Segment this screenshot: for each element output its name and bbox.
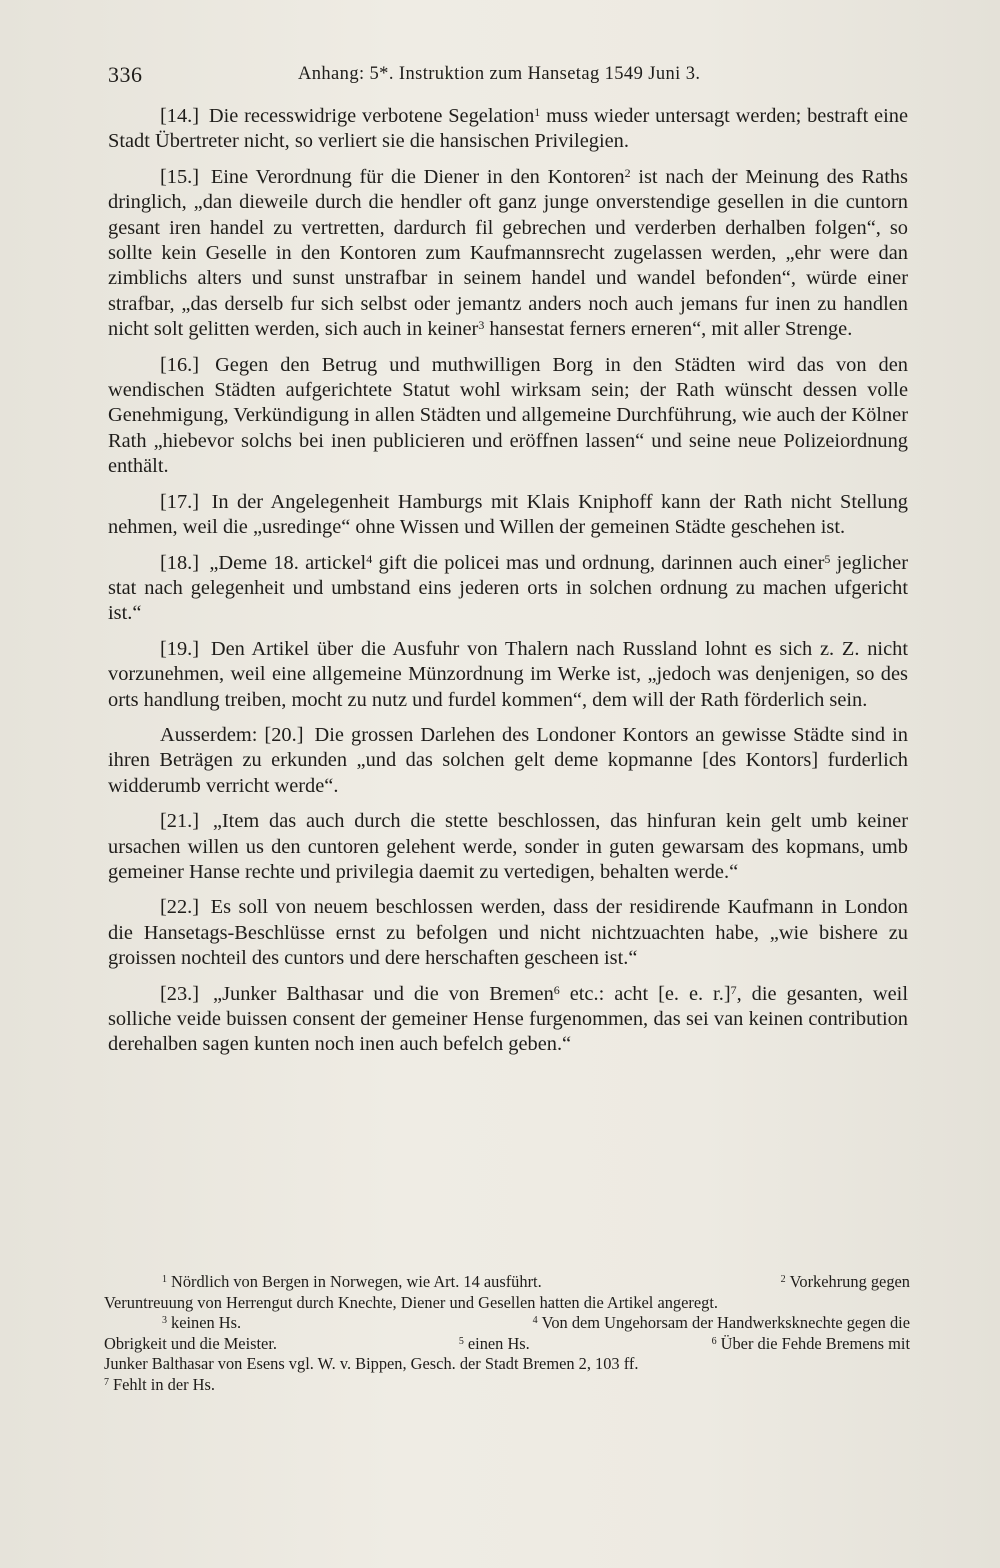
footnote-text: Nördlich von Bergen in Norwegen, wie Art. 14 ausführt. (171, 1272, 542, 1291)
footnote-row (104, 1334, 910, 1355)
paragraph-text: Den Artikel über die Ausfuhr von Thalern nach Russland lohnt es sich z. Z. nicht vorzunehmen, weil eine allgemeine Münzordnung im Werke ist, „jedoch was denjenigen, so des orts handlung treiben, mocht zu nutz und furdel kommen“, dem will der Rath förderlich sein. (108, 637, 908, 711)
paragraph-number: [22.] (160, 896, 200, 919)
paragraph (108, 895, 908, 971)
footnote-row (104, 1272, 910, 1293)
paragraph-text: , die gesanten, weil solliche veide buissen consent der gemeiner Hense furgenommen, das sei van keinen contribution derehalben sagen kunten noch inen auch befelch geben.“ (108, 982, 908, 1056)
footnotes (104, 1272, 910, 1395)
paragraph-number: Ausserdem: [20.] (160, 723, 304, 746)
footnote-1 (104, 1272, 542, 1293)
paragraph (108, 982, 908, 1058)
running-head-title: Anhang: 5*. Instruktion zum Hansetag 1549 Juni 3. (298, 64, 701, 84)
footnote-3 (104, 1313, 241, 1334)
paragraph (108, 104, 908, 155)
paragraph-text: gift die policei mas und ordnung, darinnen auch einer (372, 551, 825, 574)
footnote-reference: 2 (624, 165, 631, 180)
footnote-text: keinen Hs. (171, 1313, 242, 1332)
paragraph-text: etc.: acht [e. e. r.] (559, 982, 731, 1005)
footnote-7 (104, 1375, 215, 1396)
paragraph-number: [14.] (160, 105, 200, 127)
footnote-4 (533, 1313, 910, 1334)
paragraph-text: Die grossen Darlehen des Londoner Kontors an gewisse Städte sind in ihren Beträgen zu erkunden „und das solchen gelt deme kopmanne [des Kontors] furderlich widderumb verricht werde“. (108, 723, 908, 797)
paragraph-text: Eine Verordnung für die Diener in den Kontoren (210, 165, 625, 188)
paragraph-text: hansestat ferners erneren“, mit aller Strenge. (484, 318, 853, 341)
footnote-text: Von dem Ungehorsam der Handwerksknechte gegen die (541, 1313, 910, 1332)
paragraph (108, 637, 908, 713)
footnote-row (104, 1354, 910, 1375)
paragraph (108, 353, 908, 480)
document-body (108, 104, 908, 1068)
paragraph (108, 165, 908, 343)
running-head (108, 62, 908, 88)
paragraph-text: In der Angelegenheit Hamburgs mit Klais Kniphoff kann der Rath nicht Stellung nehmen, weil die „usredinge“ ohne Wissen und Willen der gemeinen Städte geschehen ist. (108, 490, 908, 539)
footnote-text: Über die Fehde Bremens mit (720, 1333, 910, 1353)
footnote-marker: 4 (532, 1315, 538, 1326)
footnote-continuation: Obrigkeit und die Meister. (104, 1333, 277, 1353)
paragraph-number: [19.] (160, 637, 200, 660)
footnote-marker: 6 (711, 1335, 717, 1347)
footnote-text: Fehlt in der Hs. (113, 1374, 215, 1394)
paragraph (108, 490, 908, 541)
footnote-continuation: Veruntreuung von Herrengut durch Knechte, Diener und Gesellen hatten die Artikel angeregt. (104, 1292, 718, 1312)
footnote-row (104, 1375, 910, 1396)
paragraph-text: jeglicher stat nach gelegenheit und umbstand eins jederen orts in solchen ordnung zu machen ufgericht ist.“ (108, 551, 908, 625)
footnote-marker: 1 (162, 1274, 167, 1285)
paragraph-text: Gegen den Betrug und muthwilligen Borg in den Städten wird das von den wendischen Städten aufgerichtete Statut wohl wirksam sein; der Rath wünscht dessen volle Genehmigung, Verkündigung in allen Städten und allgemeine Durchführung, wie auch der Kölner Rath „hiebevor solchs bei inen publicieren und eröffnen lassen“ und seine neue Polizeiordnung enthält. (108, 353, 908, 478)
paragraph-text: Die recesswidrige verbotene Segelation (208, 105, 535, 127)
footnote-reference: 4 (366, 551, 373, 566)
footnote-text: einen Hs. (467, 1333, 530, 1353)
paragraph (108, 723, 908, 799)
footnote-reference: 1 (534, 105, 541, 119)
footnote-row (104, 1293, 910, 1314)
paragraph-text: Es soll von neuem beschlossen werden, dass der residirende Kaufmann in London die Hansetags-Beschlüsse ernst zu befolgen und nicht nichtzuachten habe, „wie bishere zu groissen nochteil des cuntors und dere herschaften gescheen ist.“ (108, 896, 908, 970)
paragraph-number: [17.] (160, 490, 200, 513)
footnote-marker: 2 (780, 1274, 786, 1285)
paragraph-number: [15.] (160, 165, 200, 188)
paragraph-text: „Junker Balthasar und die von Bremen (213, 982, 554, 1005)
paragraph-text: muss wieder untersagt werden; bestraft eine Stadt Übertreter nicht, so verliert sie die hansischen Privilegien. (108, 105, 909, 153)
footnote-5 (459, 1334, 530, 1355)
paragraph-number: [18.] (160, 551, 200, 574)
paragraph-number: [16.] (160, 353, 200, 376)
footnote-reference: 6 (553, 982, 560, 997)
footnote-row (104, 1313, 910, 1334)
paragraph-number: [21.] (160, 810, 200, 833)
paragraph-text: „Deme 18. artickel (209, 551, 367, 574)
footnote-2 (781, 1272, 910, 1293)
footnote-reference: 7 (730, 982, 737, 997)
paragraph-text: „Item das auch durch die stette beschlossen, das hinfuran kein gelt umb keiner ursachen willen us den cuntoren gelehent werde, sonder in guten gewarsam des kopmans, umb gemeiner Hanse rechte und privilegia daemit zu vertedigen, behalten werde.“ (108, 810, 908, 883)
footnote-text: Vorkehrung gegen (789, 1272, 910, 1291)
page-number: 336 (108, 62, 143, 87)
footnote-marker: 3 (162, 1315, 167, 1326)
paragraph-text: ist nach der Meinung des Raths dringlich, „dan dieweile durch die hendler oft ganz junge onverstendige gesellen in die cuntorn gesant iren handel zu vertretten, dardurch fil gebrechen und verderben derhalben folgen“, so sollte kein Geselle in den Kontoren zum Kaufmannsrecht zugelassen werden, „ehr were dan zimblichs alters und sunst unstrafbar in seinem handel und wandel befonden“, würde einer strafbar, „das derselb fur sich selbst oder jemantz anders noch auch jemans fur inen zu handlen nicht solt gelitten werden, sich auch in keiner (108, 165, 908, 341)
footnote-6 (712, 1334, 910, 1355)
paragraph-number: [23.] (160, 982, 200, 1005)
footnote-continuation: Junker Balthasar von Esens vgl. W. v. Bippen, Gesch. der Stadt Bremen 2, 103 ff. (104, 1354, 639, 1373)
footnote-marker: 5 (458, 1335, 464, 1347)
footnote-reference: 3 (478, 318, 485, 333)
footnote-reference: 5 (824, 551, 831, 566)
paragraph (108, 551, 908, 627)
footnote-marker: 7 (104, 1376, 109, 1388)
paragraph (108, 809, 908, 885)
